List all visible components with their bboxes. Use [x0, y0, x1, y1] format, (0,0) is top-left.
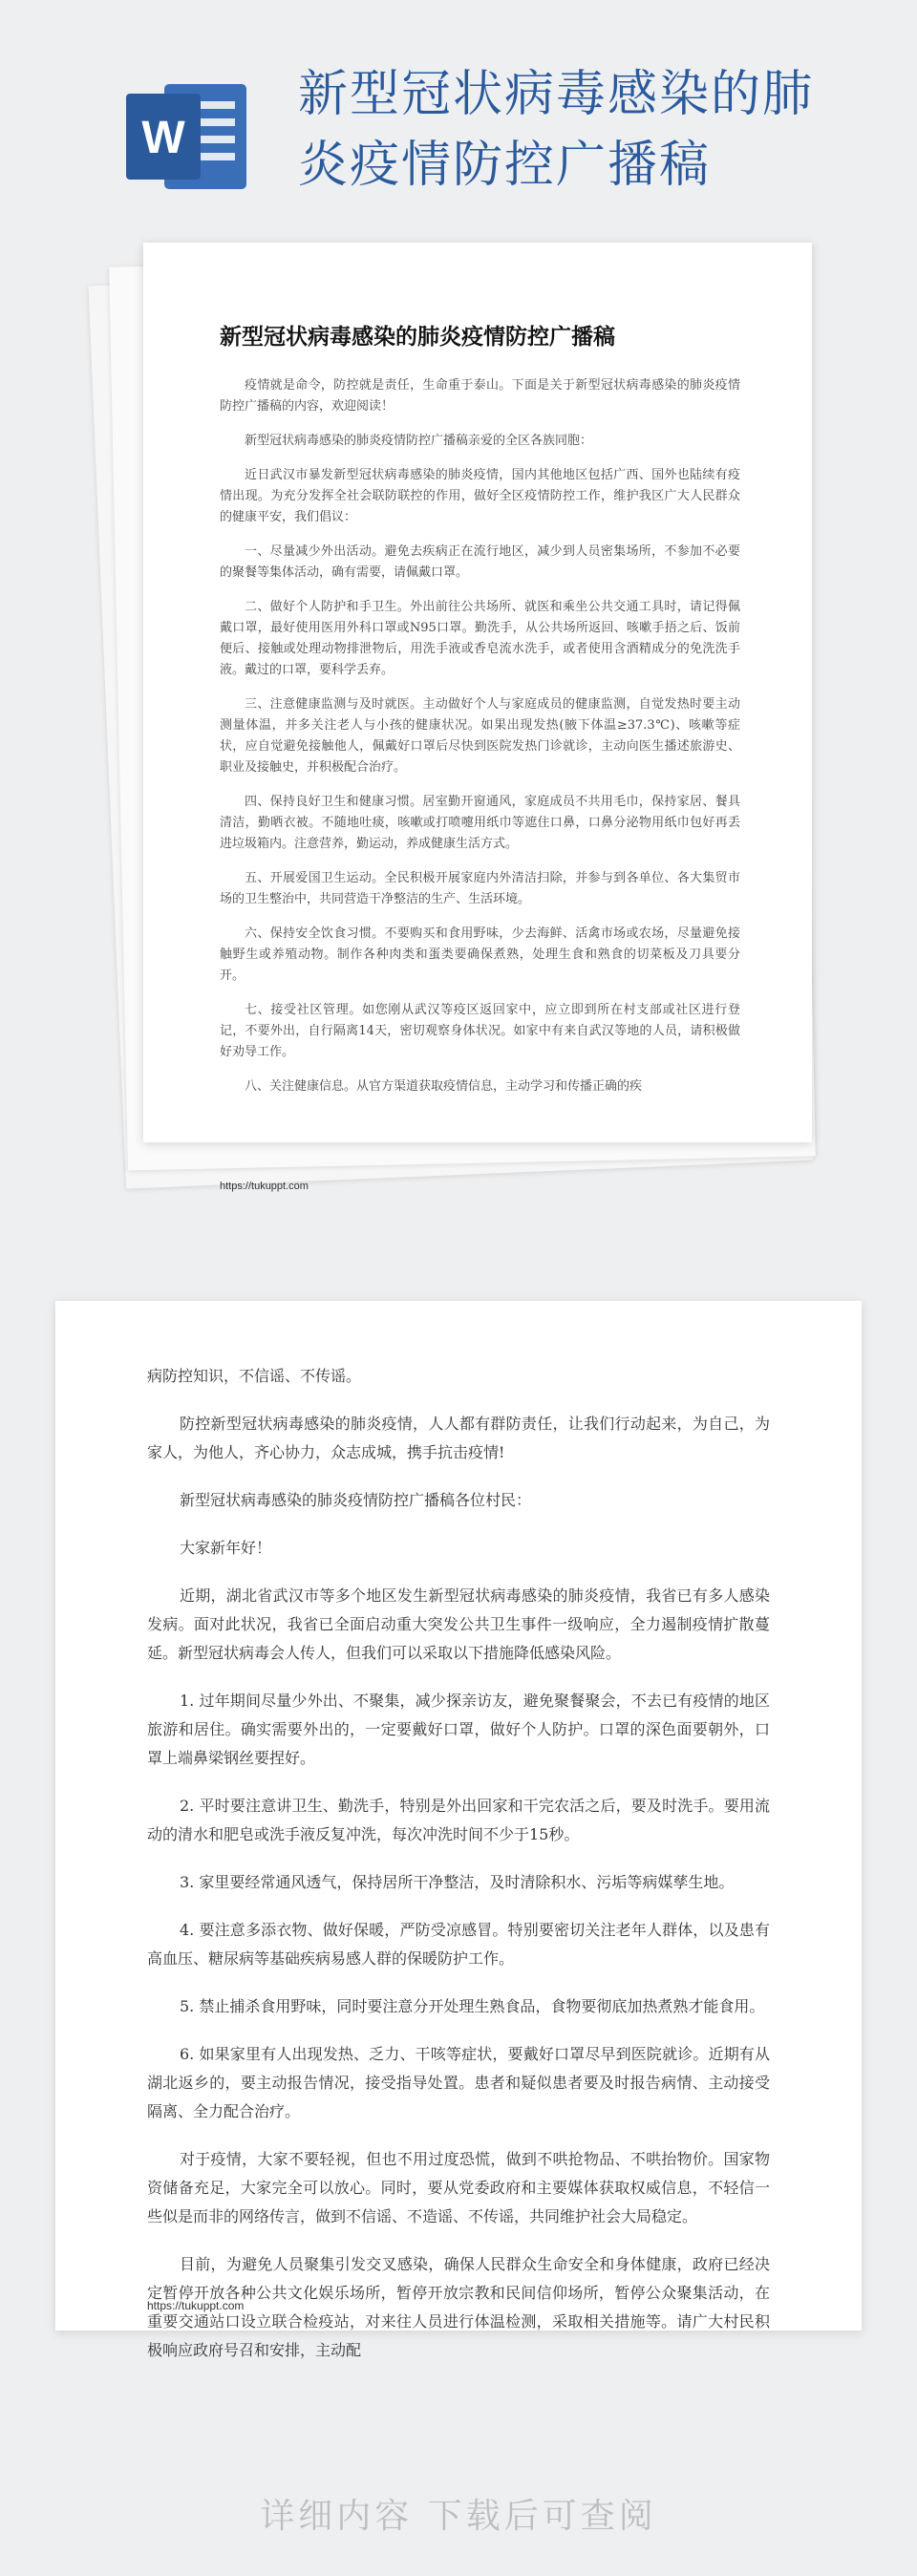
- paragraph: 1. 过年期间尽量少外出、不聚集，减少探亲访友，避免聚餐聚会，不去已有疫情的地区旅游和居住。确实需要外出的，一定要戴好口罩，做好个人防护。口罩的深色面要朝外，口罩上端鼻梁钢丝要捏好。: [147, 1692, 770, 1767]
- paragraph: 3. 家里要经常通风透气，保持居所干净整洁，及时清除积水、污垢等病媒孳生地。: [180, 1873, 735, 1891]
- svg-text:W: W: [141, 113, 185, 163]
- paragraph: 目前，为避免人员聚集引发交叉感染，确保人民群众生命安全和身体健康，政府已经决定暂停开放各种公共文化娱乐场所，暂停开放宗教和民间信仰场所，暂停公众聚集活动，在重要交通站口设立联合检疫站，对来往人员进行体温检测，采取相关措施等。请广大村民积极响应政府号召和安排，主动配: [147, 2255, 770, 2359]
- title-line-1: 新型冠状病毒感染的肺: [298, 66, 815, 123]
- title-line-2: 炎疫情防控广播稿: [298, 137, 712, 194]
- paragraph: 疫情就是命令，防控就是责任，生命重于泰山。下面是关于新型冠状病毒感染的肺炎疫情防控广播稿的内容，欢迎阅读！: [220, 378, 740, 414]
- word-document-icon: [126, 80, 250, 193]
- paragraph: 四、保持良好卫生和健康习惯。居室勤开窗通风，家庭成员不共用毛巾，保持家居、餐具清洁，勤晒衣被。不随地吐痰，咳嗽或打喷嚏用纸巾等遮住口鼻，口鼻分泌物用纸巾包好再丢进垃圾箱内。注意营养，勤运动，养成健康生活方式。: [220, 795, 740, 851]
- paragraph: 八、关注健康信息。从官方渠道获取疫情信息，主动学习和传播正确的疾: [245, 1079, 643, 1094]
- paragraph: 五、开展爱国卫生运动。全民积极开展家庭内外清洁扫除，并参与到各单位、各大集贸市场的卫生整治中，共同营造干净整洁的生产、生活环境。: [220, 871, 740, 906]
- paragraph: 5. 禁止捕杀食用野味，同时要注意分开处理生熟食品，食物要彻底加热煮熟才能食用。: [180, 1997, 765, 2015]
- paragraph: 6. 如果家里有人出现发热、乏力、干咳等症状，要戴好口罩尽早到医院就诊。近期有从湖北返乡的，要主动报告情况，接受指导处置。患者和疑似患者要及时报告病情、主动接受隔离、全力配合治疗。: [147, 2045, 770, 2120]
- paragraph: 六、保持安全饮食习惯。不要购买和食用野味，少去海鲜、活禽市场或农场，尽量避免接触野生或养殖动物。制作各种肉类和蛋类要确保煮熟，处理生食和熟食的切菜板及刀具要分开。: [220, 926, 740, 983]
- paragraph: 大家新年好！: [180, 1539, 272, 1557]
- paragraph: 二、做好个人防护和手卫生。外出前往公共场所、就医和乘坐公共交通工具时，请记得佩戴口罩，最好使用医用外科口罩或N95口罩。勤洗手，从公共场所返回、咳嗽手捂之后、饭前便后、接触或处理动物排泄物后，用洗手液或香皂流水洗手，或者使用含酒精成分的免洗洗手液。戴过的口罩，要科学丢弃。: [220, 600, 740, 677]
- page-title: [298, 59, 871, 201]
- paragraph: 对于疫情，大家不要轻视，但也不用过度恐慌，做到不哄抢物品、不哄抬物价。国家物资储备充足，大家完全可以放心。同时，要从党委政府和主要媒体获取权威信息，不轻信一些似是而非的网络传言，做到不信谣、不造谣、不传谣，共同维护社会大局稳定。: [147, 2150, 770, 2225]
- paragraph: 新型冠状病毒感染的肺炎疫情防控广播稿各位村民：: [180, 1491, 532, 1509]
- document-page-1: [143, 243, 812, 1192]
- document-heading: 新型冠状病毒感染的肺炎疫情防控广播稿: [220, 324, 615, 350]
- paragraph: 2. 平时要注意讲卫生、勤洗手，特别是外出回家和干完农活之后，要及时洗手。要用流动的清水和肥皂或洗手液反复冲洗，每次冲洗时间不少于15秒。: [147, 1797, 770, 1843]
- paragraph: 三、注意健康监测与及时就医。主动做好个人与家庭成员的健康监测，自觉发热时要主动测量体温，并多关注老人与小孩的健康状况。如果出现发热(腋下体温≥37.3℃)、咳嗽等症状，应自觉避免接触他人，佩戴好口罩后尽快到医院发热门诊就诊，主动向医生播述旅游史、职业及接触史，并积极配合治疗。: [220, 697, 740, 775]
- header: [0, 0, 917, 220]
- page-1-content: [220, 319, 740, 1111]
- paragraph: 七、接受社区管理。如您刚从武汉等疫区返回家中，应立即到所在村支部或社区进行登记，不要外出，自行隔离14天，密切观察身体状况。如家中有来自武汉等地的人员，请积极做好劝导工作。: [220, 1003, 740, 1059]
- paragraph: 一、尽量减少外出活动。避免去疾病正在流行地区，减少到人员密集场所，不参加不必要的聚餐等集体活动，确有需要，请佩戴口罩。: [220, 544, 740, 580]
- paragraph: 4. 要注意多添衣物、做好保暖，严防受凉感冒。特别要密切关注老年人群体，以及患有高血压、糖尿病等基础疾病易感人群的保暖防护工作。: [147, 1921, 770, 1968]
- paragraph: 近期，湖北省武汉市等多个地区发生新型冠状病毒感染的肺炎疫情，我省已有多人感染发病。面对此状况，我省已全面启动重大突发公共卫生事件一级响应，全力遏制疫情扩散蔓延。新型冠状病毒会人传人，但我们可以采取以下措施降低感染风险。: [147, 1586, 770, 1662]
- paragraph: 近日武汉市暴发新型冠状病毒感染的肺炎疫情，国内其他地区包括广西、国外也陆续有疫情出现。为充分发挥全社会联防联控的作用，做好全区疫情防控工作，维护我区广大人民群众的健康平安，我们倡议：: [220, 468, 740, 524]
- paragraph: 新型冠状病毒感染的肺炎疫情防控广播稿亲爱的全区各族同胞：: [245, 434, 593, 448]
- source-url: https://tukuppt.com: [220, 1181, 309, 1192]
- download-hint: 详细内容 下载后可查阅: [260, 2497, 657, 2536]
- page-2-content: [147, 1362, 770, 2384]
- paragraph: 病防控知识，不信谣、不传谣。: [147, 1367, 362, 1385]
- source-url: https://tukuppt.com: [147, 2299, 245, 2312]
- paragraph: 防控新型冠状病毒感染的肺炎疫情，人人都有群防责任，让我们行动起来，为自己，为家人，为他人，齐心协力，众志成城，携手抗击疫情!: [147, 1415, 770, 1461]
- document-page-2: [55, 1301, 862, 2359]
